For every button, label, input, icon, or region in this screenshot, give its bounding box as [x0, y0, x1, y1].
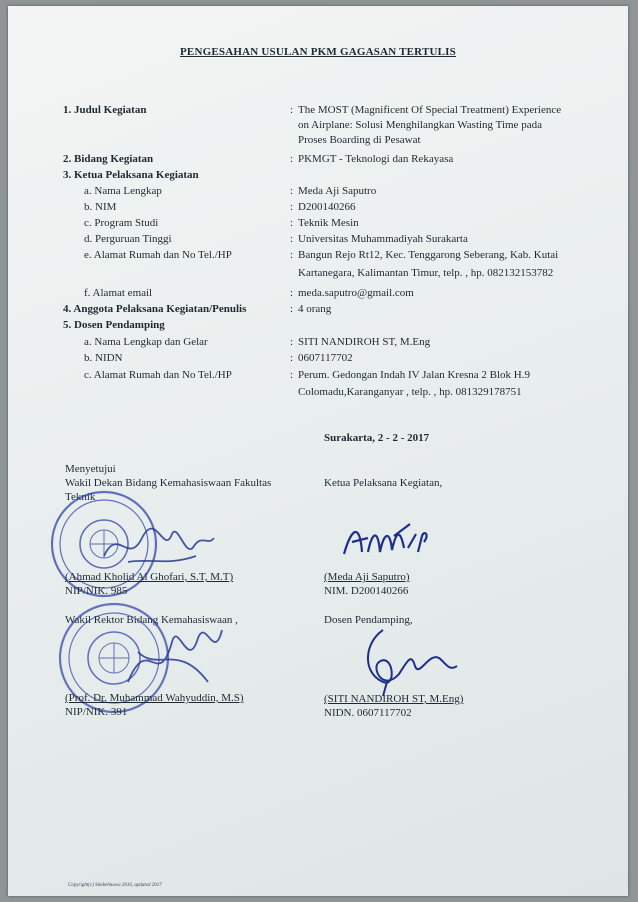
colon: :: [290, 369, 294, 381]
document-date: Surakarta, 2 - 2 - 2017: [324, 432, 430, 444]
wakil-dekan-title-line2: Teknik: [65, 491, 96, 503]
ketua-name: (Meda Aji Saputro): [324, 571, 410, 583]
anggota-label: 4. Anggota Pelaksana Kegiatan/Penulis: [63, 303, 247, 315]
email-label: f. Alamat email: [84, 287, 153, 299]
prodi-label: c. Program Studi: [84, 217, 159, 229]
colon: :: [290, 201, 294, 213]
colon: :: [290, 287, 294, 299]
document-page: [8, 6, 628, 896]
ketua-signature-icon: [338, 518, 438, 562]
wakil-rektor-nip: NIP/NIK. 391: [65, 706, 128, 718]
nim-value: D200140266: [298, 201, 356, 213]
email-value: meda.saputro@gmail.com: [298, 287, 414, 299]
dosen-alamat-label: c. Alamat Rumah dan No Tel./HP: [84, 369, 232, 381]
nidn-label: b. NIDN: [84, 352, 123, 364]
dosen-nidn: NIDN. 0607117702: [324, 707, 412, 719]
pt-value: Universitas Muhammadiyah Surakarta: [298, 233, 468, 245]
alamat-value-line1: Bangun Rejo Rt12, Kec. Tenggarong Seberang, Kab. Kutai: [298, 249, 559, 261]
judul-label: 1. Judul Kegiatan: [63, 104, 147, 116]
wakil-dekan-signature-icon: [98, 516, 218, 576]
judul-value-line3: Proses Boarding di Pesawat: [298, 134, 421, 146]
colon: :: [290, 233, 294, 245]
bidang-label: 2. Bidang Kegiatan: [63, 153, 154, 165]
colon: :: [290, 153, 294, 165]
nim-label: b. NIM: [84, 201, 117, 213]
dosen-alamat-line1: Perum. Gedongan Indah IV Jalan Kresna 2 Blok H.9: [298, 369, 530, 381]
dosen-name: (SITI NANDIROH ST, M.Eng): [324, 693, 464, 705]
dosen-label: 5. Dosen Pendamping: [63, 319, 165, 331]
ketua-label: 3. Ketua Pelaksana Kegiatan: [63, 169, 199, 181]
colon: :: [290, 185, 294, 197]
wakil-rektor-title: Wakil Rektor Bidang Kemahasiswaan ,: [65, 614, 238, 626]
dosen-alamat-line2: Colomadu,Karanganyar , telp. , hp. 081329178751: [298, 386, 522, 398]
prodi-value: Teknik Mesin: [298, 217, 359, 229]
colon: :: [290, 217, 294, 229]
colon: :: [290, 352, 294, 364]
colon: :: [290, 104, 294, 116]
judul-value-line1: The MOST (Magnificent Of Special Treatment) Experience: [298, 104, 562, 116]
ketua-nim: NIM. D200140266: [324, 585, 409, 597]
nama-value: Meda Aji Saputro: [298, 185, 377, 197]
colon: :: [290, 249, 294, 261]
nama-label: a. Nama Lengkap: [84, 185, 162, 197]
document-title: PENGESAHAN USULAN PKM GAGASAN TERTULIS: [180, 46, 456, 58]
wakil-rektor-name: (Prof. Dr. Muhammad Wahyuddin, M.S): [65, 692, 244, 704]
dosen-nama-label: a. Nama Lengkap dan Gelar: [84, 336, 208, 348]
wakil-rektor-signature-icon: [118, 612, 228, 702]
menyetujui-label: Menyetujui: [65, 463, 116, 475]
ketua-title: Ketua Pelaksana Kegiatan,: [324, 477, 443, 489]
pt-label: d. Perguruan Tinggi: [84, 233, 172, 245]
wakil-dekan-nip: NIP/NIK. 985: [65, 585, 128, 597]
dosen-title: Dosen Pendamping,: [324, 614, 413, 626]
wakil-dekan-name: (Ahmad Kholid Al Ghofari, S.T, M.T): [65, 571, 234, 583]
alamat-label: e. Alamat Rumah dan No Tel./HP: [84, 249, 232, 261]
copyright-footer: Copyright(c) Simbelmawa 2016, updated 2017: [68, 883, 162, 888]
anggota-value: 4 orang: [298, 303, 332, 315]
wakil-dekan-title-line1: Wakil Dekan Bidang Kemahasiswaan Fakultas: [65, 477, 272, 489]
alamat-value-line2: Kartanegara, Kalimantan Timur, telp. , hp. 082132153782: [298, 267, 554, 279]
colon: :: [290, 336, 294, 348]
dosen-nama-value: SITI NANDIROH ST, M.Eng: [298, 336, 431, 348]
nidn-value: 0607117702: [298, 352, 353, 364]
colon: :: [290, 303, 294, 315]
bidang-value: PKMGT - Teknologi dan Rekayasa: [298, 153, 454, 165]
judul-value-line2: on Airplane: Solusi Menghilangkan Wasting Time pada: [298, 119, 542, 131]
dosen-signature-icon: [353, 622, 463, 698]
